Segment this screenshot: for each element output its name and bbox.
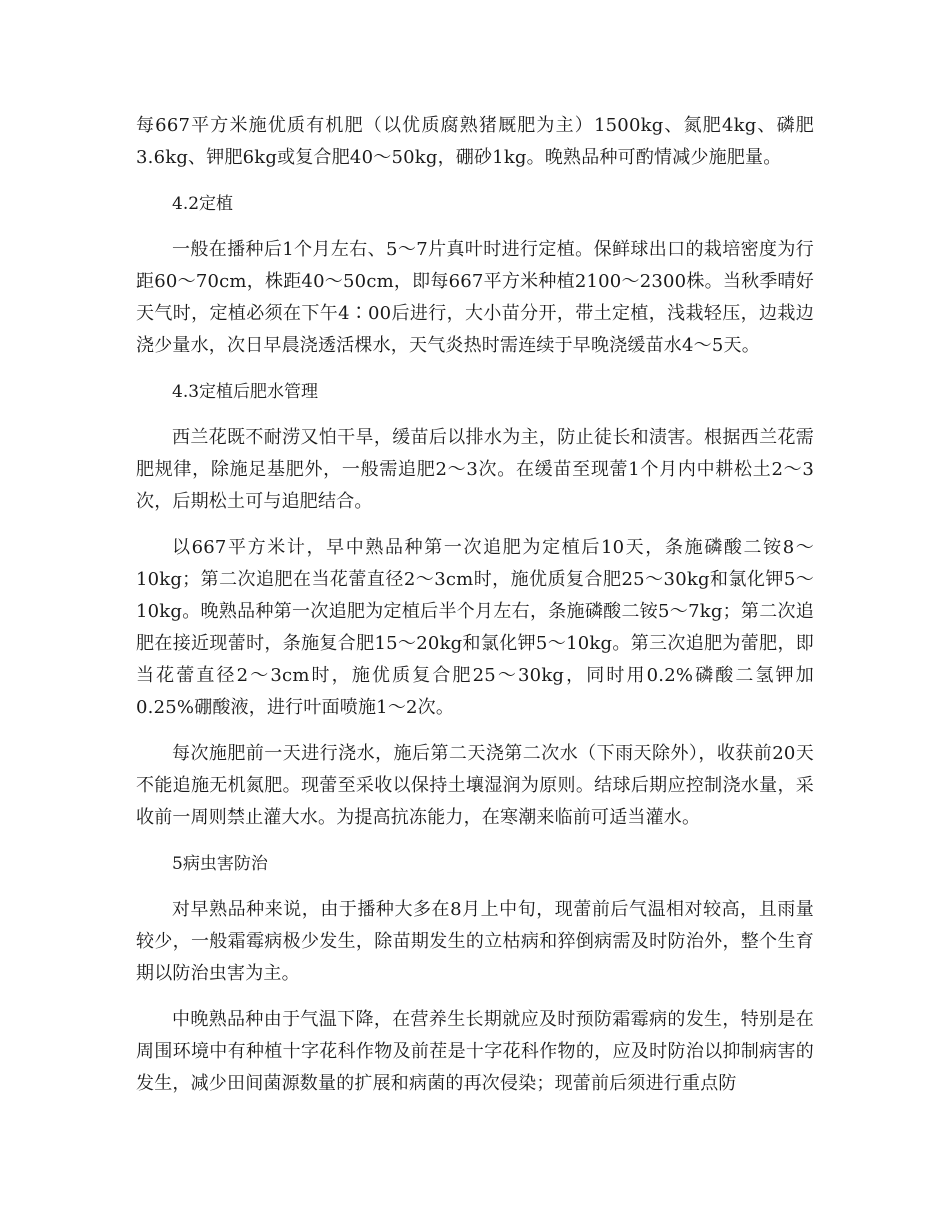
paragraph-water-management: 西兰花既不耐涝又怕干旱，缓苗后以排水为主，防止徒长和渍害。根据西兰花需肥规律，除施足基肥外，一般需追肥2～3次。在缓苗至现蕾1个月内中耕松土2～3次，后期松土可与追肥结合。 xyxy=(136,427,814,512)
paragraph-topdressing: 以667平方米计，早中熟品种第一次追肥为定植后10天，条施磷酸二铵8～10kg；第二次追肥在当花蕾直径2～3cm时，施优质复合肥25～30kg和氯化钾5～10kg。晚熟品种第一次追肥为定植后半个月左右，条施磷酸二铵5～7kg；第二次追肥在接近现蕾时，条施复合肥15～20kg和氯化钾5～10kg。第三次追肥为蕾肥，即当花蕾直径2～3cm时，施优质复合肥25～30kg，同时用0.2%磷酸二氢钾加0.25%硼酸液，进行叶面喷施1～2次。 xyxy=(136,537,814,718)
section-heading-4-3: 4.3定植后肥水管理 xyxy=(172,382,319,402)
section-heading-5: 5病虫害防治 xyxy=(172,854,268,874)
paragraph-transplanting: 一般在播种后1个月左右、5～7片真叶时进行定植。保鲜球出口的栽培密度为行距60～70cm，株距40～50cm，即每667平方米种植2100～2300株。当秋季晴好天气时，定植必须在下午4∶00后进行，大小苗分开，带土定植，浅栽轻压，边栽边浇少量水，次日早晨浇透活棵水，天气炎热时需连续于早晚浇缓苗水4～5天。 xyxy=(136,239,814,356)
paragraph-late-varieties: 中晚熟品种由于气温下降，在营养生长期就应及时预防霜霉病的发生，特别是在周围环境中有种植十字花科作物及前茬是十字花科作物的，应及时防治以抑制病害的发生，减少田间菌源数量的扩展和病菌的再次侵染；现蕾前后须进行重点防 xyxy=(136,1009,814,1094)
paragraph-fertilizer-rates: 每667平方米施优质有机肥（以优质腐熟猪厩肥为主）1500kg、氮肥4kg、磷肥3.6kg、钾肥6kg或复合肥40～50kg，硼砂1kg。晚熟品种可酌情减少施肥量。 xyxy=(136,115,814,168)
paragraph-early-varieties: 对早熟品种来说，由于播种大多在8月上中旬，现蕾前后气温相对较高，且雨量较少，一般霜霉病极少发生，除苗期发生的立枯病和猝倒病需及时防治外，整个生育期以防治虫害为主。 xyxy=(136,899,814,984)
section-heading-4-2: 4.2定植 xyxy=(172,194,234,214)
paragraph-watering: 每次施肥前一天进行浇水，施后第二天浇第二次水（下雨天除外），收获前20天不能追施无机氮肥。现蕾至采收以保持土壤湿润为原则。结球后期应控制浇水量，采收前一周则禁止灌大水。为提高抗冻能力，在寒潮来临前可适当灌水。 xyxy=(136,743,814,828)
